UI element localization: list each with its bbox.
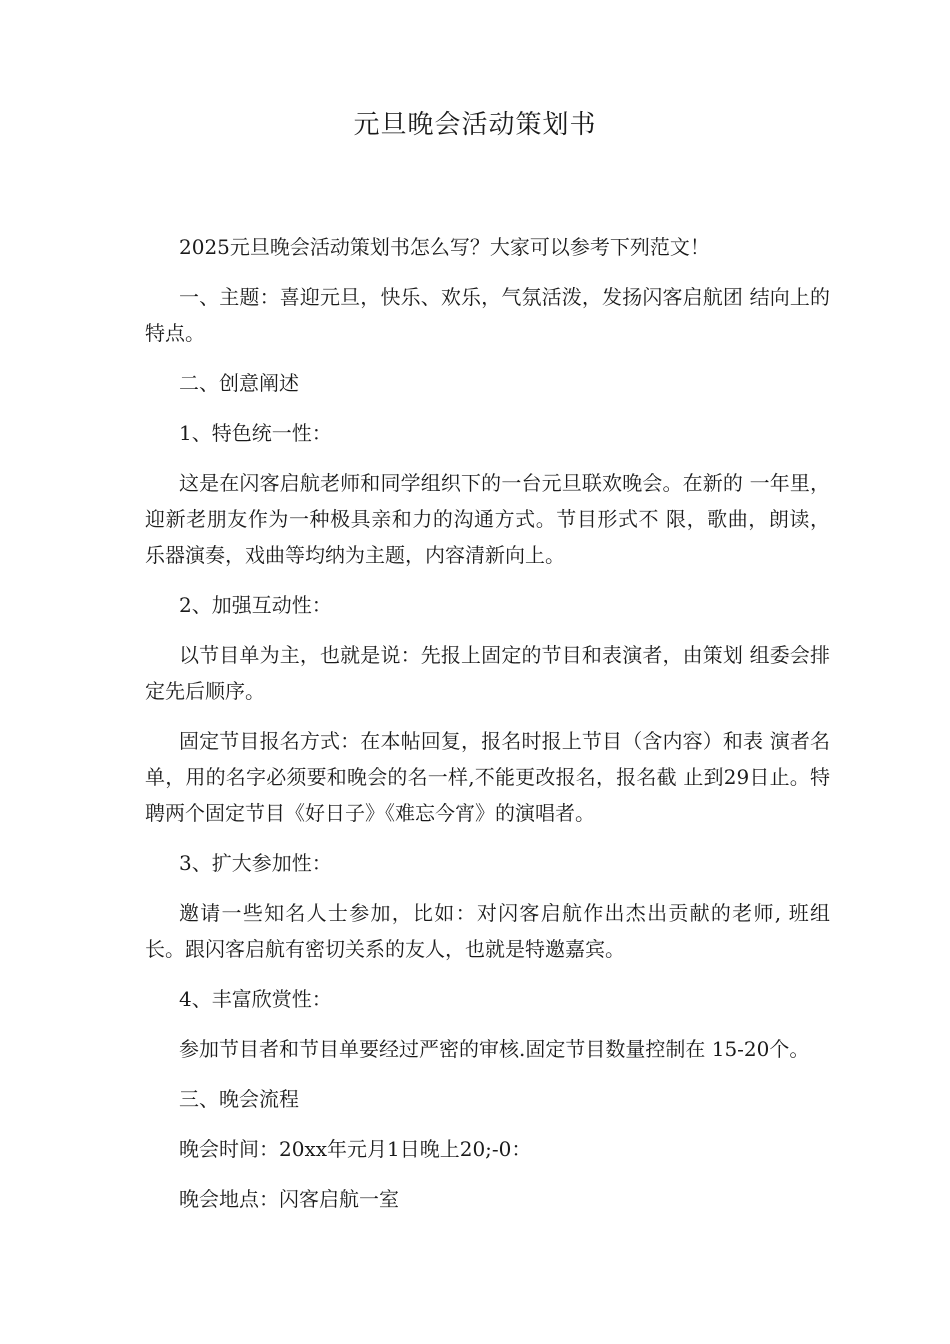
- intro-paragraph: 2025元旦晚会活动策划书怎么写？大家可以参考下列范文！: [179, 235, 710, 259]
- participation-paragraph: 邀请一些知名人士参加，比如：对闪客启航作出杰出贡献的老师, 班组长。跟闪客启航有密切关系的友人，也就是特邀嘉宾。: [145, 901, 830, 961]
- section-heading-creative: 二、创意阐述: [179, 371, 299, 395]
- subheading-appreciation: 4、丰富欣赏性：: [179, 987, 332, 1011]
- unity-paragraph: 这是在闪客启航老师和同学组织下的一台元旦联欢晚会。在新的 一年里，迎新老朋友作为一种极具亲和力的沟通方式。节目形式不 限，歌曲，朗读，乐器演奏，戏曲等均纳为主题，内容清新向上。: [145, 471, 830, 567]
- section-heading-flow: 三、晚会流程: [179, 1087, 299, 1111]
- document-title: 元旦晚会活动策划书: [353, 110, 597, 140]
- appreciation-paragraph: 参加节目者和节目单要经过严密的审核.固定节目数量控制在 15-20个。: [179, 1037, 810, 1061]
- event-location: 晚会地点：闪客启航一室: [179, 1187, 399, 1211]
- subheading-participation: 3、扩大参加性：: [179, 851, 332, 875]
- subheading-unity: 1、特色统一性：: [179, 421, 332, 445]
- document-body: [145, 229, 830, 1231]
- theme-paragraph: 一、主题：喜迎元旦，快乐、欢乐，气氛活泼，发扬闪客启航团 结向上的特点。: [145, 285, 830, 345]
- interaction-paragraph: 以节目单为主，也就是说：先报上固定的节目和表演者，由策划 组委会排定先后顺序。: [145, 643, 830, 703]
- event-time: 晚会时间：20xx年元月1日晚上20;-0：: [179, 1137, 532, 1161]
- registration-paragraph: 固定节目报名方式：在本帖回复，报名时报上节目（含内容）和表 演者名单，用的名字必须要和晚会的名一样,不能更改报名，报名截 止到29日止。特聘两个固定节目《好日子》《难忘今宵》的演唱者。: [145, 729, 830, 825]
- subheading-interaction: 2、加强互动性：: [179, 593, 332, 617]
